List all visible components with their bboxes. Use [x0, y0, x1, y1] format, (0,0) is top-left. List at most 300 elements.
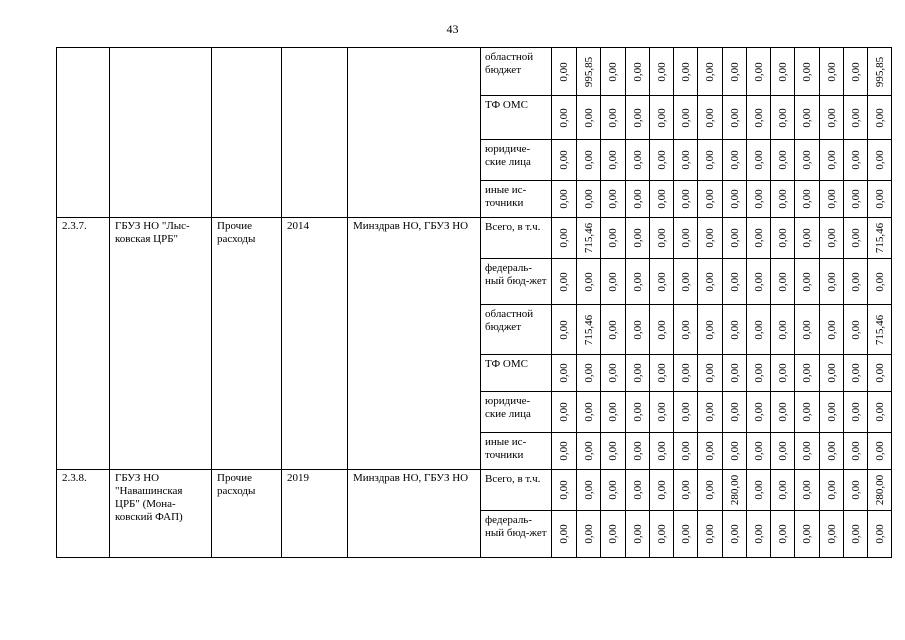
value-cell	[674, 392, 698, 433]
value-text: 0,00	[582, 524, 595, 544]
entry-year: 2019	[282, 470, 348, 558]
value-text: 0,00	[655, 480, 668, 500]
value-cell	[868, 511, 892, 558]
value-cell	[552, 259, 577, 305]
value-cell	[820, 305, 844, 355]
value-text: 0,00	[776, 271, 789, 292]
funding-source-cell: ТФ ОМС	[481, 96, 552, 140]
value-cell	[868, 305, 892, 355]
value-cell	[820, 392, 844, 433]
value-text: 0,00	[728, 228, 741, 248]
value-text: 0,00	[728, 150, 741, 170]
value-cell	[626, 355, 650, 392]
empty-type-cell	[212, 48, 282, 218]
value-cell	[552, 355, 577, 392]
value-text: 0,00	[873, 441, 886, 461]
value-cell	[674, 96, 698, 140]
value-text: 0,00	[776, 228, 789, 248]
value-text: 0,00	[631, 61, 644, 82]
institution-name: ГБУЗ НО "Лыс-ковская ЦРБ"	[110, 218, 212, 470]
value-cell	[868, 392, 892, 433]
value-text: 0,00	[801, 319, 813, 340]
value-cell	[674, 181, 698, 218]
value-cell	[771, 305, 795, 355]
value-cell	[795, 259, 820, 305]
value-text: 0,00	[607, 402, 619, 422]
value-text: 0,00	[704, 402, 716, 422]
funding-source-cell: ТФ ОМС	[481, 355, 552, 392]
value-cell	[698, 181, 723, 218]
value-cell	[747, 305, 771, 355]
value-text: 0,00	[704, 441, 716, 461]
value-cell	[552, 96, 577, 140]
value-text: 0,00	[752, 228, 765, 248]
value-text: 0,00	[752, 271, 765, 292]
value-cell	[674, 259, 698, 305]
value-cell	[868, 140, 892, 181]
value-text: 0,00	[582, 150, 595, 170]
value-cell	[577, 140, 601, 181]
value-text: 0,00	[825, 524, 838, 544]
funding-source-cell: Всего, в т.ч.	[481, 470, 552, 511]
value-text: 0,00	[825, 441, 838, 461]
value-text: 0,00	[607, 271, 619, 292]
empty-num-cell	[57, 48, 110, 218]
value-text: 0,00	[582, 107, 595, 128]
value-text: 0,00	[849, 150, 862, 170]
value-text: 0,00	[704, 228, 716, 248]
value-cell	[650, 305, 674, 355]
value-text: 0,00	[825, 189, 838, 209]
value-text: 0,00	[631, 319, 644, 340]
value-cell	[747, 355, 771, 392]
value-cell	[577, 355, 601, 392]
value-text: 0,00	[728, 524, 741, 544]
value-text: 0,00	[849, 524, 862, 544]
value-text: 995,85	[873, 56, 886, 87]
value-text: 715,46	[582, 314, 595, 345]
value-cell	[601, 470, 626, 511]
value-cell	[747, 259, 771, 305]
funding-source-cell: федераль-ный бюд-жет	[481, 511, 552, 558]
funding-source-cell: юридиче-ские лица	[481, 392, 552, 433]
value-cell	[820, 181, 844, 218]
value-text: 0,00	[873, 107, 886, 128]
value-cell	[626, 218, 650, 259]
value-cell	[650, 433, 674, 470]
value-cell	[650, 181, 674, 218]
value-cell	[626, 433, 650, 470]
value-cell	[844, 181, 868, 218]
value-text: 0,00	[679, 402, 692, 422]
value-text: 0,00	[728, 441, 741, 461]
value-text: 0,00	[801, 524, 813, 544]
value-text: 0,00	[679, 150, 692, 170]
value-text: 0,00	[704, 524, 716, 544]
value-text: 0,00	[873, 271, 886, 292]
value-cell	[674, 355, 698, 392]
value-cell	[868, 48, 892, 96]
value-text: 0,00	[728, 319, 741, 340]
value-text: 0,00	[801, 228, 813, 248]
value-cell	[820, 48, 844, 96]
value-text: 0,00	[704, 480, 716, 500]
value-text: 0,00	[631, 271, 644, 292]
value-cell	[795, 355, 820, 392]
value-cell	[844, 470, 868, 511]
value-cell	[723, 96, 747, 140]
value-text: 0,00	[607, 480, 619, 500]
value-text: 0,00	[607, 61, 619, 82]
value-text: 0,00	[849, 363, 862, 383]
value-text: 0,00	[801, 441, 813, 461]
value-text: 0,00	[631, 480, 644, 500]
empty-executor-cell	[348, 48, 481, 218]
value-cell	[844, 96, 868, 140]
value-text: 0,00	[655, 271, 668, 292]
value-text: 0,00	[801, 189, 813, 209]
value-text: 0,00	[679, 189, 692, 209]
value-text: 0,00	[801, 61, 813, 82]
value-text: 0,00	[582, 441, 595, 461]
value-cell	[844, 511, 868, 558]
value-cell	[601, 259, 626, 305]
value-cell	[552, 392, 577, 433]
funding-source-cell: иные ис-точники	[481, 433, 552, 470]
value-text: 0,00	[631, 150, 644, 170]
value-text: 715,46	[582, 222, 595, 254]
value-text: 715,46	[873, 222, 886, 254]
value-text: 0,00	[607, 228, 619, 248]
value-text: 0,00	[607, 524, 619, 544]
value-text: 0,00	[801, 107, 813, 128]
value-text: 0,00	[849, 61, 862, 82]
value-cell	[747, 140, 771, 181]
value-cell	[698, 218, 723, 259]
value-cell	[626, 140, 650, 181]
value-text: 0,00	[728, 402, 741, 422]
value-cell	[844, 218, 868, 259]
value-text: 0,00	[849, 319, 862, 340]
value-cell	[868, 259, 892, 305]
value-cell	[820, 511, 844, 558]
value-cell	[577, 511, 601, 558]
value-text: 0,00	[679, 524, 692, 544]
value-text: 280,00	[728, 474, 741, 506]
value-text: 0,00	[558, 319, 570, 340]
value-text: 0,00	[752, 107, 765, 128]
value-text: 0,00	[655, 441, 668, 461]
value-text: 715,46	[873, 314, 886, 345]
value-cell	[747, 48, 771, 96]
value-text: 0,00	[655, 319, 668, 340]
value-cell	[771, 96, 795, 140]
value-cell	[820, 96, 844, 140]
value-cell	[771, 433, 795, 470]
value-text: 0,00	[558, 480, 570, 500]
value-text: 0,00	[776, 363, 789, 383]
value-text: 0,00	[752, 480, 765, 500]
funding-source-cell: Всего, в т.ч.	[481, 218, 552, 259]
value-text: 0,00	[752, 319, 765, 340]
value-cell	[674, 511, 698, 558]
value-cell	[552, 511, 577, 558]
value-text: 0,00	[849, 402, 862, 422]
value-text: 0,00	[558, 61, 570, 82]
value-text: 0,00	[655, 402, 668, 422]
value-cell	[844, 392, 868, 433]
value-cell	[577, 96, 601, 140]
value-text: 0,00	[776, 319, 789, 340]
value-text: 0,00	[558, 150, 570, 170]
value-cell	[795, 140, 820, 181]
value-text: 0,00	[679, 363, 692, 383]
value-text: 0,00	[873, 189, 886, 209]
value-cell	[698, 511, 723, 558]
value-cell	[577, 259, 601, 305]
funding-table	[56, 47, 892, 558]
value-text: 0,00	[655, 363, 668, 383]
entry-number: 2.3.7.	[57, 218, 110, 470]
value-text: 0,00	[752, 189, 765, 209]
value-text: 0,00	[582, 480, 595, 500]
value-cell	[820, 470, 844, 511]
value-cell	[650, 470, 674, 511]
value-cell	[601, 433, 626, 470]
value-cell	[747, 181, 771, 218]
value-text: 0,00	[679, 319, 692, 340]
value-text: 0,00	[849, 228, 862, 248]
value-cell	[674, 48, 698, 96]
value-cell	[795, 392, 820, 433]
value-text: 0,00	[825, 319, 838, 340]
funding-source-cell: федераль-ный бюд-жет	[481, 259, 552, 305]
value-cell	[626, 511, 650, 558]
value-text: 0,00	[655, 150, 668, 170]
value-text: 0,00	[607, 441, 619, 461]
value-cell	[771, 259, 795, 305]
value-cell	[650, 259, 674, 305]
value-cell	[795, 305, 820, 355]
value-cell	[868, 470, 892, 511]
value-cell	[698, 470, 723, 511]
value-text: 0,00	[825, 228, 838, 248]
value-text: 0,00	[704, 189, 716, 209]
funding-source-cell: областной бюджет	[481, 305, 552, 355]
value-text: 0,00	[752, 524, 765, 544]
value-text: 0,00	[655, 228, 668, 248]
value-cell	[771, 140, 795, 181]
value-cell	[601, 48, 626, 96]
value-cell	[747, 470, 771, 511]
value-cell	[795, 181, 820, 218]
value-text: 0,00	[849, 189, 862, 209]
value-cell	[868, 218, 892, 259]
value-text: 0,00	[679, 271, 692, 292]
value-text: 0,00	[558, 441, 570, 461]
value-cell	[795, 470, 820, 511]
empty-name-cell	[110, 48, 212, 218]
value-cell	[674, 218, 698, 259]
table-row	[57, 218, 892, 259]
value-cell	[626, 305, 650, 355]
entry-number: 2.3.8.	[57, 470, 110, 558]
value-text: 0,00	[655, 61, 668, 82]
value-cell	[771, 48, 795, 96]
value-text: 0,00	[728, 61, 741, 82]
value-cell	[771, 470, 795, 511]
table-row	[57, 48, 892, 96]
value-text: 0,00	[873, 150, 886, 170]
value-cell	[674, 470, 698, 511]
value-cell	[601, 96, 626, 140]
page-number: 43	[446, 22, 459, 36]
value-cell	[771, 392, 795, 433]
value-cell	[844, 259, 868, 305]
value-cell	[698, 355, 723, 392]
value-text: 0,00	[776, 107, 789, 128]
value-cell	[747, 433, 771, 470]
value-text: 0,00	[655, 524, 668, 544]
value-cell	[723, 511, 747, 558]
value-cell	[601, 181, 626, 218]
value-cell	[844, 305, 868, 355]
value-cell	[674, 140, 698, 181]
value-text: 0,00	[776, 150, 789, 170]
value-cell	[795, 218, 820, 259]
value-text: 0,00	[801, 271, 813, 292]
value-cell	[650, 48, 674, 96]
value-text: 0,00	[582, 402, 595, 422]
value-cell	[552, 305, 577, 355]
value-text: 0,00	[825, 271, 838, 292]
value-text: 0,00	[704, 271, 716, 292]
value-text: 0,00	[631, 363, 644, 383]
value-cell	[820, 355, 844, 392]
executor-name: Минздрав НО, ГБУЗ НО	[348, 218, 481, 470]
value-cell	[795, 48, 820, 96]
entry-year: 2014	[282, 218, 348, 470]
value-text: 0,00	[558, 228, 570, 248]
value-text: 0,00	[704, 107, 716, 128]
value-cell	[650, 511, 674, 558]
value-text: 0,00	[752, 61, 765, 82]
value-cell	[650, 140, 674, 181]
value-cell	[771, 355, 795, 392]
value-cell	[552, 470, 577, 511]
value-cell	[723, 259, 747, 305]
value-cell	[698, 433, 723, 470]
value-text: 0,00	[776, 524, 789, 544]
value-text: 0,00	[558, 524, 570, 544]
value-text: 0,00	[849, 480, 862, 500]
value-cell	[844, 48, 868, 96]
value-text: 0,00	[873, 524, 886, 544]
value-cell	[868, 96, 892, 140]
value-cell	[577, 181, 601, 218]
value-cell	[601, 355, 626, 392]
value-text: 0,00	[607, 189, 619, 209]
value-cell	[723, 48, 747, 96]
value-text: 0,00	[655, 189, 668, 209]
value-cell	[674, 305, 698, 355]
value-cell	[747, 511, 771, 558]
value-cell	[552, 433, 577, 470]
value-cell	[626, 392, 650, 433]
value-text: 0,00	[679, 480, 692, 500]
value-cell	[844, 355, 868, 392]
value-text: 0,00	[704, 61, 716, 82]
value-cell	[650, 218, 674, 259]
value-text: 0,00	[607, 319, 619, 340]
value-text: 0,00	[825, 402, 838, 422]
value-cell	[723, 140, 747, 181]
value-cell	[795, 433, 820, 470]
value-cell	[552, 181, 577, 218]
value-text: 0,00	[631, 524, 644, 544]
value-text: 0,00	[607, 363, 619, 383]
value-cell	[552, 218, 577, 259]
value-text: 0,00	[558, 402, 570, 422]
empty-year-cell	[282, 48, 348, 218]
value-cell	[698, 305, 723, 355]
value-text: 0,00	[679, 441, 692, 461]
value-text: 0,00	[631, 228, 644, 248]
value-cell	[795, 96, 820, 140]
funding-source-cell: юридиче-ские лица	[481, 140, 552, 181]
value-text: 0,00	[825, 150, 838, 170]
value-text: 0,00	[582, 363, 595, 383]
value-cell	[626, 181, 650, 218]
value-cell	[820, 218, 844, 259]
value-text: 0,00	[849, 107, 862, 128]
value-cell	[601, 511, 626, 558]
value-text: 0,00	[679, 61, 692, 82]
value-cell	[626, 96, 650, 140]
value-text: 0,00	[728, 271, 741, 292]
value-text: 0,00	[825, 107, 838, 128]
value-text: 0,00	[873, 402, 886, 422]
value-cell	[577, 392, 601, 433]
value-cell	[650, 355, 674, 392]
value-text: 0,00	[582, 271, 595, 292]
value-cell	[698, 140, 723, 181]
value-text: 0,00	[849, 271, 862, 292]
value-text: 0,00	[825, 480, 838, 500]
value-cell	[601, 305, 626, 355]
value-text: 0,00	[728, 189, 741, 209]
value-text: 0,00	[558, 189, 570, 209]
value-cell	[795, 511, 820, 558]
value-cell	[626, 470, 650, 511]
value-cell	[723, 355, 747, 392]
value-cell	[747, 96, 771, 140]
value-text: 0,00	[631, 441, 644, 461]
value-text: 995,85	[582, 56, 595, 87]
value-cell	[747, 392, 771, 433]
value-text: 0,00	[655, 107, 668, 128]
value-text: 0,00	[801, 363, 813, 383]
value-cell	[844, 140, 868, 181]
value-text: 0,00	[558, 271, 570, 292]
value-text: 0,00	[752, 363, 765, 383]
value-cell	[771, 218, 795, 259]
value-cell	[601, 140, 626, 181]
value-text: 0,00	[607, 150, 619, 170]
value-cell	[747, 218, 771, 259]
value-text: 0,00	[631, 189, 644, 209]
value-cell	[820, 259, 844, 305]
